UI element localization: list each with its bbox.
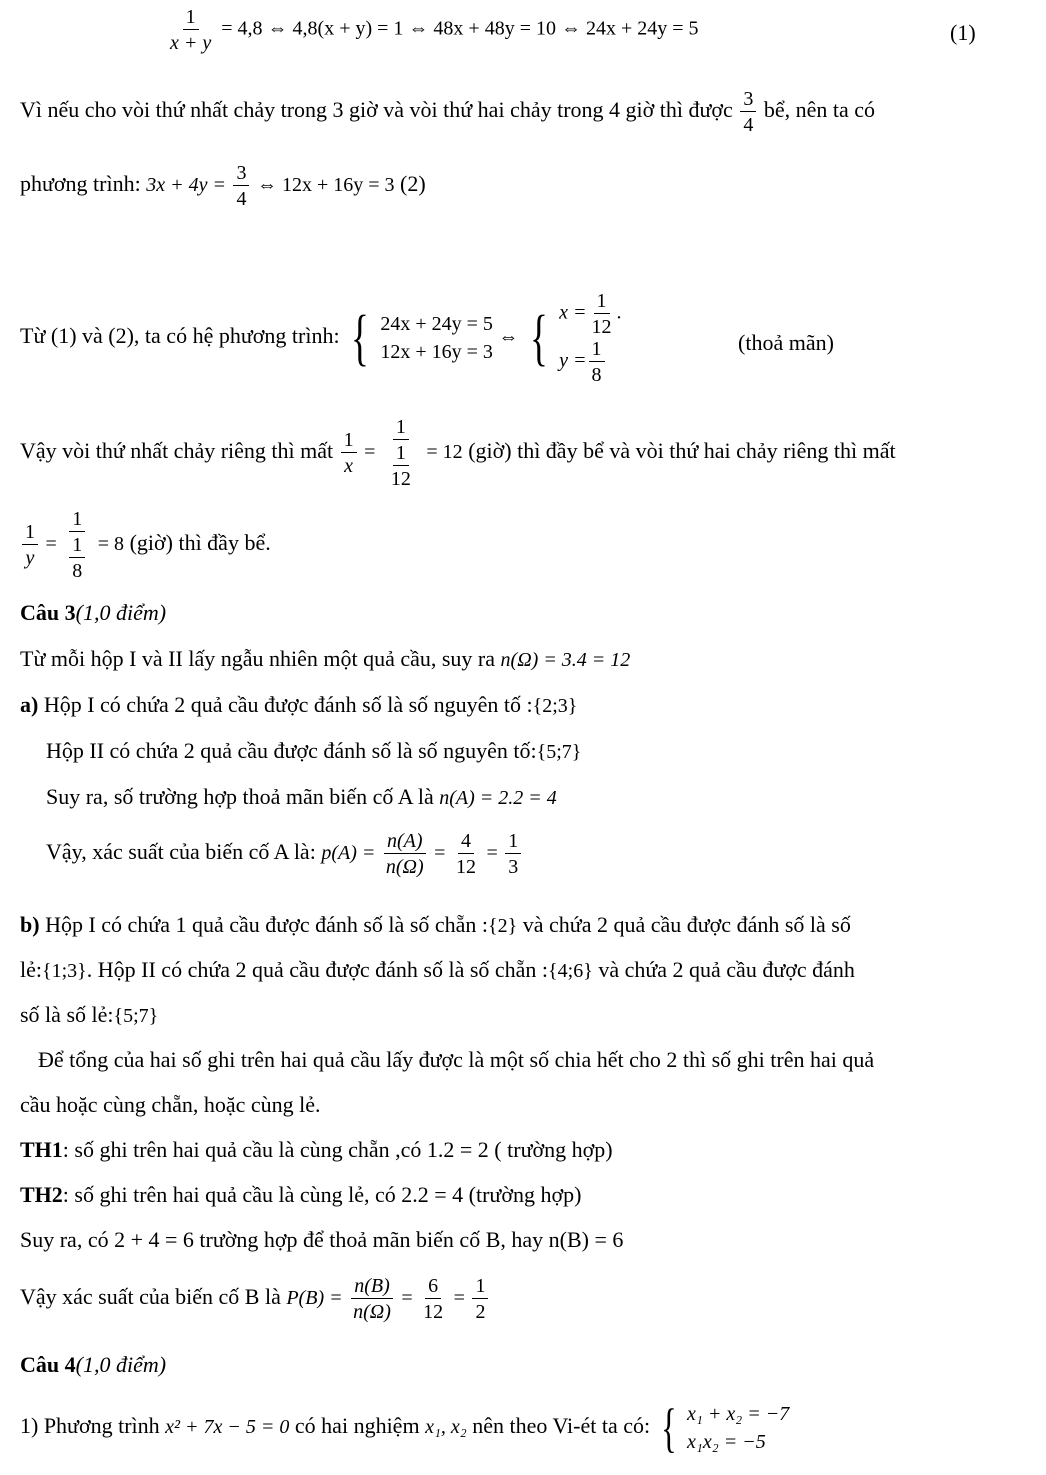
paragraph-2: phương trình: 3x + 4y = $\frac{3}{4}$ ⇔ 12x + 16y = 3 (2) [20, 162, 426, 210]
fraction: $\frac{4}{12}$ [455, 830, 476, 878]
paragraph-1: Vì nếu cho vòi thứ nhất chảy trong 3 giờ và vòi thứ hai chảy trong 4 giờ thì được $\frac{3}{4}$ bể, nên ta có [20, 88, 875, 136]
q3-b-line-4: Để tổng của hai số ghi trên hai quả cầu lấy được là một số chia hết cho 2 thì số ghi trên hai quả [38, 1047, 875, 1072]
fraction: $\frac{6}{12}$ [423, 1275, 444, 1323]
fraction: $\frac{1}{x}$ [341, 429, 357, 477]
question-3-heading: Câu 3(1,0 điểm) [20, 600, 167, 625]
q3-a-line-1: a) Hộp I có chứa 2 quả cầu được đánh số là số nguyên tố :{2;3} [20, 692, 578, 717]
q3-b-line-5: cầu hoặc cùng chẵn, hoặc cùng lẻ. [20, 1092, 321, 1117]
note-satisfied: (thoả mãn) [738, 330, 834, 355]
q3-b-line-6: Suy ra, có 2 + 4 = 6 trường hợp để thoả mãn biến cố B, hay n(B) = 6 [20, 1227, 624, 1252]
fraction: $\frac{3}{4}$ [233, 162, 249, 210]
left-brace: { [660, 1398, 677, 1458]
equation-1: $\frac{1}{x + y}$ = 4,8 ⇔ 4,8(x + y) = 1 ⇔ 48x + 48y = 10 ⇔ 24x + 24y = 5 [165, 6, 699, 54]
fraction: $\frac{1}{12}$ [591, 290, 612, 338]
case-2: TH2: số ghi trên hai quả cầu là cùng lẻ, có 2.2 = 4 (trường hợp) [20, 1182, 582, 1207]
fraction: $\frac{n(A)}{n(\Omega)}$ [385, 830, 424, 878]
compound-fraction: $\frac{1}{\frac{1}{8}}$ [64, 508, 90, 582]
case-1: TH1: số ghi trên hai quả cầu là cùng chẵn ,có 1.2 = 2 ( trường hợp) [20, 1137, 613, 1162]
compound-fraction: $\frac{1}{\frac{1}{12}}$ [390, 416, 411, 490]
paragraph-5: $\frac{1}{y}$ = $\frac{1}{\frac{1}{8}}$ = 8 (giờ) thì đầy bể. [20, 508, 271, 582]
q3-line-1: Từ mỗi hộp I và II lấy ngẫu nhiên một quả cầu, suy ra n(Ω) = 3.4 = 12 [20, 646, 631, 671]
paragraph-system: Từ (1) và (2), ta có hệ phương trình: { 24x + 24y = 5 12x + 16y = 3 ⇔ { x = $\frac{1}{12}$ . y = $\frac{1}{8}$ [20, 290, 622, 386]
equation-label-1: (1) [950, 20, 976, 45]
q3-b-line-7: Vậy xác suất của biến cố B là P(B) = $\frac{n(B)}{n(\Omega)}$ = $\frac{6}{12}$ = $\frac{1}{2}$ [20, 1275, 490, 1323]
equation-system: 24x + 24y = 5 12x + 16y = 3 [380, 313, 493, 363]
vieta-system: x₁ + x₂ = −7 x₁x₂ = −5 [687, 1403, 790, 1453]
left-brace: { [529, 304, 548, 372]
fraction: $\frac{1}{3}$ [505, 830, 521, 878]
question-4-heading: Câu 4(1,0 điểm) [20, 1352, 167, 1377]
fraction: $\frac{n(B)}{n(\Omega)}$ [353, 1275, 391, 1323]
q3-a-line-4: Vậy, xác suất của biến cố A là: p(A) = $\frac{n(A)}{n(\Omega)}$ = $\frac{4}{12}$ = $\frac{1}{3}$ [46, 830, 523, 878]
q3-b-line-3: số là số lẻ:{5;7} [20, 1002, 159, 1027]
fraction: $\frac{1}{x + y}$ [170, 6, 212, 54]
left-brace: { [351, 304, 369, 372]
fraction: $\frac{1}{8}$ [589, 338, 605, 386]
q3-b-line-2: lẻ:{1;3}. Hộp II có chứa 2 quả cầu được đánh số là số chẵn :{4;6} và chứa 2 quả cầu được đánh [20, 957, 855, 982]
paragraph-4: Vậy vòi thứ nhất chảy riêng thì mất $\frac{1}{x}$ = $\frac{1}{\frac{1}{12}}$ = 12 (giờ) thì đầy bể và vòi thứ hai chảy riêng thì mất [20, 416, 896, 490]
fraction: $\frac{1}{2}$ [472, 1275, 488, 1323]
q3-b-line-1: b) Hộp I có chứa 1 quả cầu được đánh số là số chẵn :{2} và chứa 2 quả cầu được đánh số là số [20, 912, 851, 937]
solution-system: x = $\frac{1}{12}$ . y = $\frac{1}{8}$ [559, 290, 622, 386]
q3-a-line-2: Hộp II có chứa 2 quả cầu được đánh số là số nguyên tố:{5;7} [46, 738, 582, 763]
fraction: $\frac{1}{y}$ [22, 521, 38, 569]
q4-line-1: 1) Phương trình x² + 7x − 5 = 0 có hai nghiệm x₁, x₂ nên theo Vi-ét ta có: { x₁ + x₂ = −7 x₁x₂ = −5 [20, 1398, 790, 1458]
fraction: $\frac{3}{4}$ [740, 88, 756, 136]
q3-a-line-3: Suy ra, số trường hợp thoả mãn biến cố A là n(A) = 2.2 = 4 [46, 784, 557, 809]
